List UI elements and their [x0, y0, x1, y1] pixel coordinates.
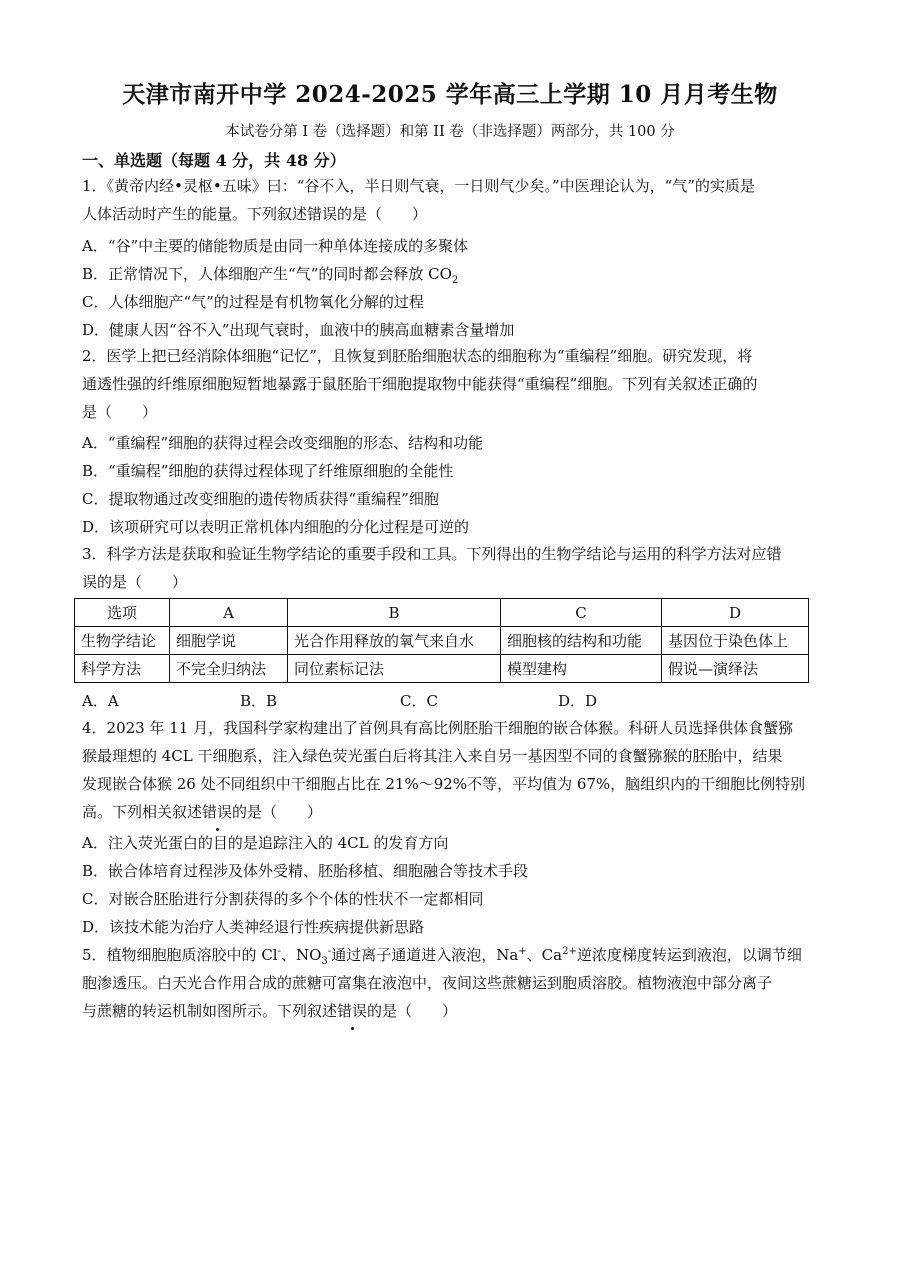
table-cell: C [501, 599, 662, 627]
table-cell: 光合作用释放的氧气来自水 [288, 627, 501, 655]
emphasis-word: 错误 [337, 997, 367, 1025]
question-4-line-3: 发现嵌合体猴 26 处不同组织中干细胞占比在 21%～92%不等，平均值为 67%，脑组织内的干细胞比例特别 [82, 775, 806, 793]
question-4-option-b: B．嵌合体培育过程涉及体外受精、胚胎移植、细胞融合等技术手段 [82, 862, 529, 880]
question-1-line-1: 1．《黄帝内经•灵枢•五味》曰：“谷不入，半日则气衰，一日则气少矣。”中医理论认为，“气”的实质是 [82, 177, 755, 195]
question-4-line-1: 4．2023 年 11 月，我国科学家构建出了首例具有高比例胚胎干细胞的嵌合体猴。科研人员选择供体食蟹猕 [82, 719, 794, 737]
question-4-line-2: 猴最理想的 4CL 干细胞系，注入绿色荧光蛋白后将其注入来自另一基因型不同的食蟹猕猴的胚胎中，结果 [82, 747, 783, 765]
question-3-stem [82, 540, 827, 596]
question-2-stem [82, 342, 827, 426]
question-3-option-d: D．D [558, 692, 598, 710]
question-2-option-b: B．“重编程”细胞的获得过程体现了纤维原细胞的全能性 [82, 462, 454, 480]
question-2-line-1: 2．医学上把已经消除体细胞“记忆”，且恢复到胚胎细胞状态的细胞称为“重编程”细胞。研究发现，将 [82, 347, 753, 365]
table-cell: D [662, 599, 809, 627]
question-3-option-b: B．B [240, 692, 278, 710]
table-cell: 生物学结论 [75, 627, 170, 655]
question-4-option-d: D．该技术能为治疗人类神经退行性疾病提供新思路 [82, 918, 425, 936]
emphasis-word: 错误 [202, 798, 232, 826]
question-2-line-3: 是（ ） [82, 403, 158, 421]
section-heading: 一、单选题（每题 4 分，共 48 分） [82, 151, 346, 170]
table-cell: 假说—演绎法 [662, 655, 809, 683]
question-5-line-3: 与蔗糖的转运机制如图所示。下列叙述错误的是（ ） [82, 997, 827, 1025]
question-1-stem [82, 172, 827, 228]
question-4-option-a: A．注入荧光蛋白的目的是追踪注入的 4CL 的发育方向 [82, 834, 449, 852]
table-header-row [75, 599, 809, 627]
table-cell: 模型建构 [501, 655, 662, 683]
question-1-line-2: 人体活动时产生的能量。下列叙述错误的是（ ） [82, 205, 428, 223]
table-row [75, 655, 809, 683]
question-2-option-d: D．该项研究可以表明正常机体内细胞的分化过程是可逆的 [82, 518, 470, 536]
question-5-line-1: 5．植物细胞胞质溶胶中的 Cl-、$NO_3^-$通过离子通道进入液泡，Na+、$Ca^{2+}$逆浓度梯度转运到液泡，以调节细 [82, 946, 802, 967]
table-cell: B [288, 599, 501, 627]
table-cell: 细胞学说 [170, 627, 288, 655]
question-1-option-c: C．人体细胞产“气”的过程是有机物氧化分解的过程 [82, 293, 424, 311]
table-cell: A [170, 599, 288, 627]
question-4-stem [82, 714, 827, 826]
question-2-line-2: 通透性强的纤维原细胞短暂地暴露于鼠胚胎干细胞提取物中能获得“重编程”细胞。下列有关叙述正确的 [82, 375, 758, 393]
question-5-stem [82, 941, 827, 1025]
table-cell: 同位素标记法 [288, 655, 501, 683]
page-subtitle: 本试卷分第 I 卷（选择题）和第 II 卷（非选择题）两部分，共 100 分 [225, 124, 675, 140]
question-3-line-2: 误的是（ ） [82, 573, 188, 591]
table-cell: 科学方法 [75, 655, 170, 683]
table-cell: 基因位于染色体上 [662, 627, 809, 655]
question-3-line-1: 3．科学方法是获取和验证生物学结论的重要手段和工具。下列得出的生物学结论与运用的科学方法对应错 [82, 545, 782, 563]
question-1-option-a: A．“谷”中主要的储能物质是由同一种单体连接成的多聚体 [82, 237, 469, 255]
question-4-option-c: C．对嵌合胚胎进行分割获得的多个个体的性状不一定都相同 [82, 890, 484, 908]
page-title: 天津市南开中学 2024-2025 学年高三上学期 10 月月考生物 [122, 81, 778, 108]
question-1-option-d: D．健康人因“谷不入”出现气衰时，血液中的胰高血糖素含量增加 [82, 321, 515, 339]
question-4-line-4: 高。下列相关叙述错误的是（ ） [82, 798, 827, 826]
question-3-option-a: A．A [82, 692, 119, 710]
table-cell: 细胞核的结构和功能 [501, 627, 662, 655]
question-1-option-b: B．正常情况下，人体细胞产生“气”的同时都会释放 $CO_2$ [82, 265, 459, 286]
question-5-line-2: 胞渗透压。白天光合作用合成的蔗糖可富集在液泡中，夜间这些蔗糖运到胞质溶胶。植物液泡中部分离子 [82, 974, 773, 992]
question-2-option-a: A．“重编程”细胞的获得过程会改变细胞的形态、结构和功能 [82, 434, 484, 452]
question-3-option-c: C．C [400, 692, 438, 710]
question-3-table [74, 598, 809, 683]
table-cell: 不完全归纳法 [170, 655, 288, 683]
table-row [75, 627, 809, 655]
question-2-option-c: C．提取物通过改变细胞的遗传物质获得“重编程”细胞 [82, 490, 439, 508]
table-cell: 选项 [75, 599, 170, 627]
